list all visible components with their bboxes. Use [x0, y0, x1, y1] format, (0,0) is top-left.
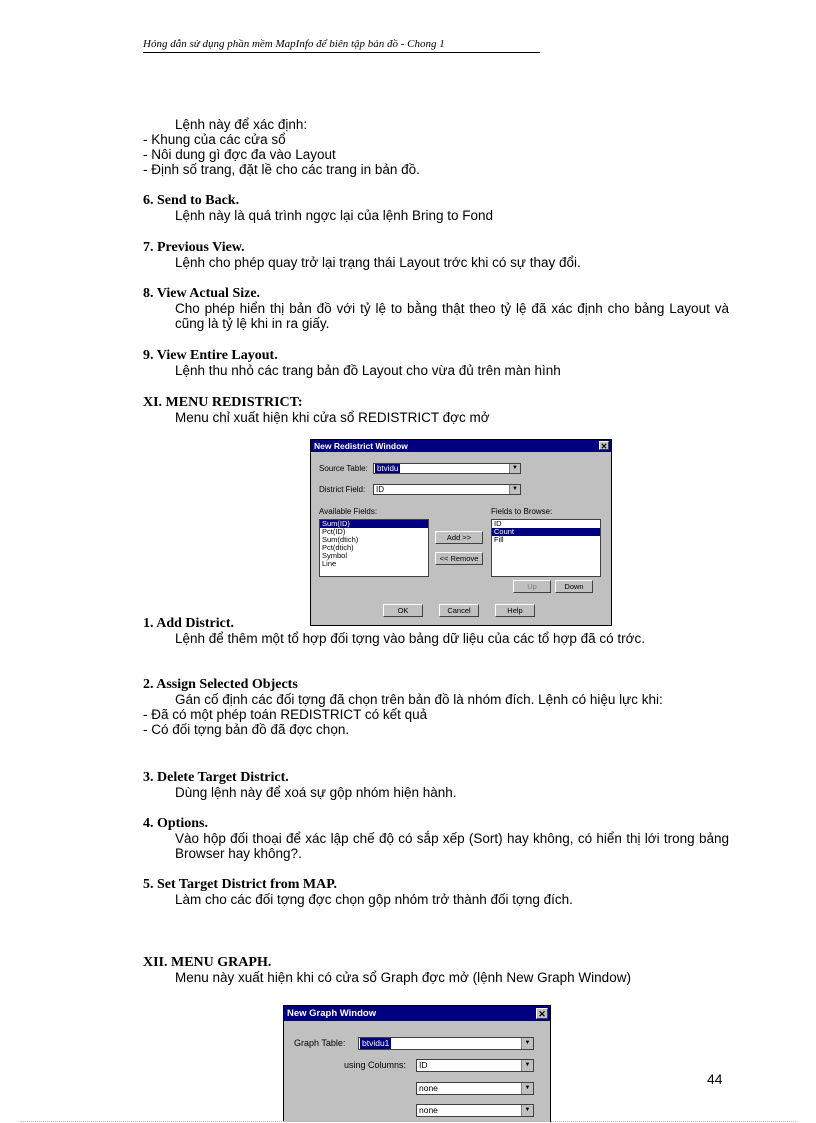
column-select-1[interactable]: [416, 1059, 534, 1072]
section-assign-selected-objects: [143, 677, 729, 737]
column-value: none: [419, 1083, 438, 1093]
section-text: Cho phép hiển thị bản đồ với tỷ lệ to bằng thật theo tỷ lệ đã xác định cho bảng Layout và cũng là tỷ lệ khi in ra giấy.: [175, 301, 729, 331]
section-heading: 9. View Entire Layout.: [143, 348, 278, 363]
district-field-select[interactable]: [373, 484, 521, 495]
section-text: Lệnh để thêm một tổ hợp đối tợng vào bảng dữ liệu của các tổ hợp đã có trớc.: [175, 631, 645, 646]
section-heading: XI. MENU REDISTRICT:: [143, 395, 303, 410]
section-heading: 5. Set Target District from MAP.: [143, 877, 338, 892]
chevron-down-icon[interactable]: ▼: [521, 1060, 533, 1071]
column-select-3[interactable]: [416, 1104, 534, 1117]
dialog-title-bar: [311, 440, 611, 452]
section-add-district: [143, 616, 729, 646]
list-item[interactable]: ID: [494, 519, 502, 528]
section-view-actual-size: [143, 286, 729, 331]
section-set-target-district: [143, 877, 729, 907]
list-item[interactable]: Sum(ID): [320, 520, 428, 528]
chevron-down-icon[interactable]: ▼: [521, 1038, 533, 1049]
page-bottom-divider: [20, 1121, 796, 1122]
section-heading: XII. MENU GRAPH.: [143, 955, 272, 970]
chevron-down-icon[interactable]: ▼: [509, 485, 520, 494]
remove-button[interactable]: << Remove: [435, 552, 483, 565]
section-text: Lệnh này là quá trình ngợc lại của lệnh Bring to Fond: [175, 208, 494, 223]
list-item[interactable]: Pct(dtich): [322, 543, 354, 552]
list-item[interactable]: Symbol: [322, 551, 348, 560]
section-bullet: - Đã có một phép toán REDISTRICT có kết quả: [143, 707, 428, 722]
section-heading: 8. View Actual Size.: [143, 286, 261, 301]
section-heading: 2. Assign Selected Objects: [143, 677, 298, 692]
section-heading: 4. Options.: [143, 816, 208, 831]
graph-table-select[interactable]: [358, 1037, 534, 1050]
help-button[interactable]: Help: [495, 604, 535, 617]
column-select-2[interactable]: [416, 1082, 534, 1095]
section-text: Gán cố định các đối tợng đã chọn trên bản đồ là nhóm đích. Lệnh có hiệu lực khi:: [175, 692, 663, 707]
available-fields-list[interactable]: [319, 519, 429, 577]
down-button[interactable]: Down: [555, 580, 593, 593]
section-text: Lệnh cho phép quay trở lại trạng thái Layout trớc khi có sự thay đổi.: [175, 255, 581, 270]
graph-table-value: btvidu1: [362, 1038, 390, 1048]
cancel-button[interactable]: Cancel: [439, 604, 479, 617]
new-redistrict-window-dialog: [310, 439, 612, 626]
section-text: Lệnh thu nhỏ các trang bản đồ Layout cho vừa đủ trên màn hình: [175, 363, 561, 378]
dialog-title: New Graph Window: [287, 1008, 377, 1019]
section-heading: 1. Add District.: [143, 616, 234, 631]
intro-bullet: - Nôi dung gì đợc đa vào Layout: [143, 147, 336, 162]
intro-block: [143, 117, 729, 177]
column-value: none: [419, 1105, 438, 1115]
close-icon[interactable]: ✕: [536, 1008, 548, 1019]
list-item[interactable]: Pct(ID): [322, 527, 346, 536]
section-heading: 3. Delete Target District.: [143, 770, 289, 785]
available-fields-label: Available Fields:: [319, 507, 378, 516]
chevron-down-icon[interactable]: ▼: [521, 1083, 533, 1094]
fields-to-browse-label: Fields to Browse:: [491, 507, 553, 516]
dialog-title: New Redistrict Window: [314, 441, 408, 451]
page-number: 44: [707, 1071, 723, 1087]
source-table-label: Source Table:: [319, 464, 368, 473]
list-item[interactable]: Fill: [494, 535, 504, 544]
section-heading: 6. Send to Back.: [143, 193, 240, 208]
up-button[interactable]: Up: [513, 580, 551, 593]
section-bullet: - Có đối tợng bản đồ đã đợc chọn.: [143, 722, 350, 737]
section-text: Vào hộp đối thoại để xác lập chế độ có sắp xếp (Sort) hay không, có hiển thị lới trong bảng Browser hay không?.: [175, 831, 729, 861]
intro-bullet: - Định số trang, đặt lề cho các trang in bản đồ.: [143, 162, 420, 177]
section-heading: 7. Previous View.: [143, 240, 245, 255]
section-menu-redistrict: [143, 395, 729, 425]
list-item[interactable]: Count: [492, 528, 600, 536]
list-item[interactable]: Sum(dtich): [322, 535, 359, 544]
close-icon[interactable]: ✕: [600, 442, 608, 451]
section-text: Menu này xuất hiện khi có cửa sổ Graph đợc mở (lệnh New Graph Window): [175, 970, 631, 985]
district-field-value: ID: [376, 485, 384, 494]
section-view-entire-layout: [143, 348, 729, 378]
district-field-label: District Field:: [319, 485, 366, 494]
source-table-value: btvidu: [377, 464, 399, 473]
column-value: ID: [419, 1060, 428, 1070]
section-previous-view: [143, 240, 729, 270]
section-send-to-back: [143, 193, 729, 223]
chevron-down-icon[interactable]: ▼: [521, 1105, 533, 1116]
chevron-down-icon[interactable]: ▼: [509, 464, 520, 473]
intro-bullet: - Khung của các cửa sổ: [143, 132, 286, 147]
add-button[interactable]: Add >>: [435, 531, 483, 544]
new-graph-window-dialog: [283, 1005, 551, 1122]
dialog-title-bar: [284, 1006, 550, 1021]
graph-table-label: Graph Table:: [294, 1038, 346, 1048]
section-menu-graph: [143, 955, 729, 985]
section-text: Làm cho các đối tợng đợc chọn gộp nhóm trở thành đối tợng đích.: [175, 892, 573, 907]
running-header: Hóng dẫn sử dụng phần mềm MapInfo để biên tập bản đồ - Chong 1: [143, 38, 540, 53]
fields-to-browse-list[interactable]: [491, 519, 601, 577]
intro-line: Lệnh này để xác định:: [175, 117, 308, 132]
section-text: Dùng lệnh này để xoá sự gộp nhóm hiện hành.: [175, 785, 457, 800]
section-options: [143, 816, 729, 861]
section-text: Menu chỉ xuất hiện khi cửa sổ REDISTRICT đợc mở: [175, 410, 490, 425]
ok-button[interactable]: OK: [383, 604, 423, 617]
list-item[interactable]: Line: [322, 559, 337, 568]
section-delete-target-district: [143, 770, 729, 800]
source-table-select[interactable]: [373, 463, 521, 474]
using-columns-label: using Columns:: [344, 1060, 407, 1070]
